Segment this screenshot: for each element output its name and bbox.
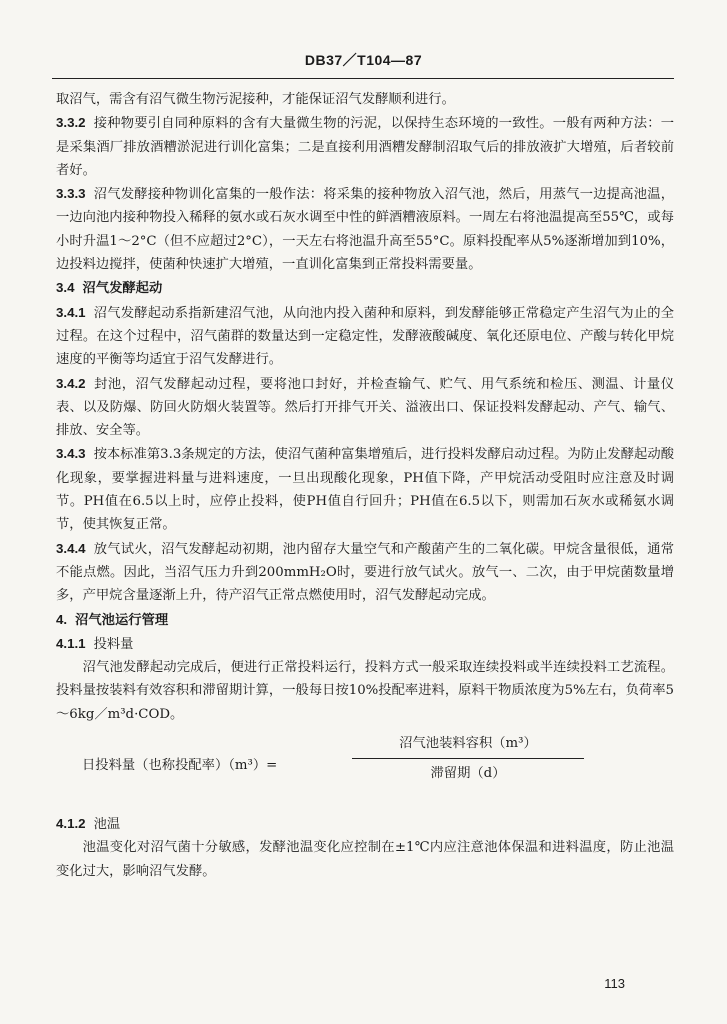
section-number: 3.4 [56, 280, 75, 296]
clause-3-4-4 [56, 537, 674, 608]
section-title: 沼气池运行管理 [75, 612, 169, 628]
page-number: 113 [604, 976, 625, 991]
clause-text: 沼气发酵接种物训化富集的一般作法：将采集的接种物放入沼气池，然后，用蒸气一边提高池温，一边向池内接种物投入稀释的氨水或石灰水调至中性的鲜酒糟液原料。一周左右将池温提高至55℃，或每小时升温1～2°C（但不应超过2°C），一天左右将池温升高至55°C。原料投配率从5%逐渐增加到10%，边投料边搅拌，使菌种快速扩大增殖，一直训化富集到正常投料需要量。 [56, 187, 674, 273]
formula-left-side: 日投料量（也称投配率）（m³）= [82, 758, 278, 774]
clause-number: 3.4.2 [56, 375, 86, 391]
clause-3-3-2 [56, 111, 674, 182]
paragraph-text: 取沼气，需含有沼气微生物污泥接种，才能保证沼气发酵顺利进行。 [56, 92, 455, 107]
section-title: 池温 [93, 817, 121, 833]
section-heading-4-1-1 [56, 632, 674, 656]
section-number: 4. [56, 611, 68, 627]
formula-numerator: 沼气池装料容积（m³） [399, 736, 537, 752]
section-title: 投料量 [93, 636, 134, 652]
clause-3-3-3 [56, 182, 674, 276]
section-heading-3-4 [56, 276, 674, 300]
clause-number: 3.4.3 [56, 446, 86, 462]
paragraph-feed-rate [56, 656, 674, 726]
page-header: DB37／T104—87 [304, 52, 423, 68]
header-rule [52, 78, 674, 79]
feed-rate-formula [56, 732, 674, 800]
clause-text: 接种物要引自同种原料的含有大量微生物的污泥，以保持生态环境的一致性。一般有两种方法：一是采集酒厂排放酒糟淤泥进行训化富集；二是直接利用酒糟发酵制沼取气后的排放液扩大增殖，后者较前者好。 [56, 116, 674, 178]
paragraph-text: 池温变化对沼气菌十分敏感，发酵池温变化应控制在±1℃内应注意池体保温和进料温度，防止池温变化过大，影响沼气发酵。 [56, 840, 674, 879]
clause-3-4-1 [56, 301, 674, 372]
clause-number: 3.4.4 [56, 540, 86, 556]
formula-fraction [352, 732, 584, 785]
clause-number: 3.3.2 [56, 115, 86, 131]
clause-text: 沼气发酵起动系指新建沼气池，从向池内投入菌种和原料，到发酵能够正常稳定产生沼气为止的全过程。在这个过程中，沼气菌群的数量达到一定稳定性，发酵液酸碱度、氧化还原电位、产酸与转化甲烷速度的平衡等均适宜于沼气发酵进行。 [56, 305, 674, 368]
fraction-bar [352, 758, 584, 759]
clause-3-4-2 [56, 372, 674, 443]
section-title: 沼气发酵起动 [82, 281, 163, 297]
paragraph-pool-temperature [56, 836, 674, 883]
section-number: 4.1.1 [56, 635, 86, 651]
paragraph-text: 沼气池发酵起动完成后，便进行正常投料运行，投料方式一般采取连续投料或半连续投料工艺流程。投料量按装料有效容积和滞留期计算，一般每日按10%投配率进料，原料干物质浓度为5%左右，负荷率5～6kg／m³d·COD。 [56, 660, 674, 722]
formula-denominator: 滞留期（d） [430, 766, 506, 782]
clause-number: 3.3.3 [56, 186, 86, 202]
clause-text: 封池，沼气发酵起动过程，要将池口封好，并检查输气、贮气、用气系统和检压、测温、计量仪表、以及防爆、防回火防烟火装置等。然后打开排气开关、溢液出口、保证投料发酵起动、产气、输气、排放、安全等。 [56, 376, 674, 439]
paragraph-continuation [56, 88, 674, 111]
clause-3-4-3 [56, 442, 674, 536]
section-heading-4-1-2 [56, 812, 674, 836]
clause-text: 放气试火，沼气发酵起动初期，池内留存大量空气和产酸菌产生的二氧化碳。甲烷含量很低，通常不能点燃。因此，当沼气压力升到200mmH₂O时，要进行放气试火。放气一、二次，由于甲烷菌数量增多，产甲烷含量逐渐上升，待产沼气正常点燃使用时，沼气发酵起动完成。 [56, 541, 674, 604]
clause-text: 按本标准第3.3条规定的方法，使沼气菌种富集增殖后，进行投料发酵启动过程。为防止发酵起动酸化现象，要掌握进料量与进料速度，一旦出现酸化现象，PH值下降，产甲烷活动受阻时应注意及时调节。PH值在6.5以上时，应停止投料，使PH值自行回升；PH值在6.5以下，则需加石灰水或稀氨水调节，使其恢复正常。 [56, 447, 674, 533]
clause-number: 3.4.1 [56, 304, 86, 320]
document-body [56, 88, 674, 883]
section-heading-4 [56, 608, 674, 632]
section-number: 4.1.2 [56, 816, 86, 832]
